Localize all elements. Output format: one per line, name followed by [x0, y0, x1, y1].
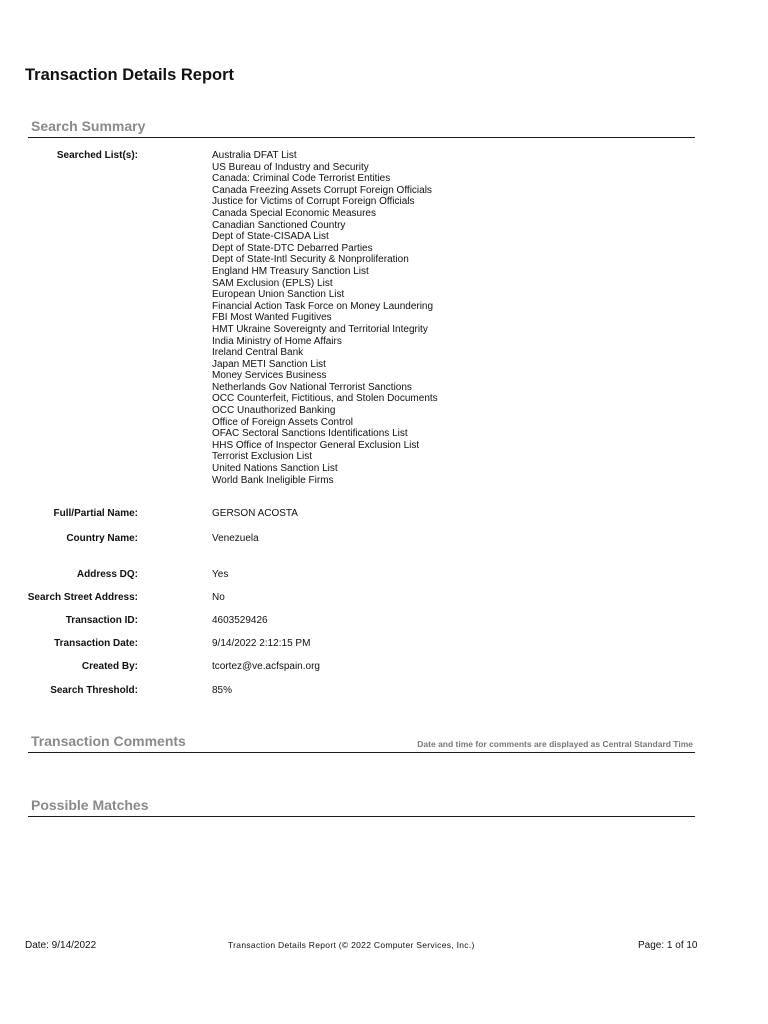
searched-list-item: OCC Unauthorized Banking — [212, 405, 336, 417]
field-transaction-date — [0, 638, 700, 652]
searched-list-item: Japan METI Sanction List — [212, 358, 326, 370]
country-name-label: Country Name: — [66, 533, 138, 544]
transaction-comments-title: Transaction Comments — [31, 733, 186, 749]
searched-list-item: OCC Counterfeit, Fictitious, and Stolen Documents — [212, 393, 438, 405]
searched-list-item: Dept of State-DTC Debarred Parties — [212, 242, 373, 254]
transaction-id-value: 4603529426 — [212, 615, 268, 626]
search-threshold-value: 85% — [212, 685, 233, 696]
searched-list-item: SAM Exclusion (EPLS) List — [212, 277, 333, 289]
searched-list-item: Terrorist Exclusion List — [212, 451, 313, 463]
searched-list-item: US Bureau of Industry and Security — [212, 161, 369, 173]
searched-list-item: Netherlands Gov National Terrorist Sanctions — [212, 381, 412, 393]
searched-list-item: Dept of State-CISADA List — [212, 231, 329, 243]
created-by-value: tcortez@ve.acfspain.org — [212, 661, 320, 672]
searched-list-item: England HM Treasury Sanction List — [212, 265, 369, 277]
transaction-comments-note: Date and time for comments are displayed as Central Standard Time — [417, 739, 693, 749]
footer-page-number: Page: 1 of 10 — [638, 940, 698, 951]
search-threshold-label: Search Threshold: — [50, 685, 138, 696]
field-created-by — [0, 661, 700, 675]
created-by-label: Created By: — [81, 661, 138, 672]
possible-matches-header — [28, 790, 695, 817]
address-dq-value: Yes — [212, 569, 229, 580]
searched-list-item: India Ministry of Home Affairs — [212, 335, 342, 347]
search-street-address-value: No — [212, 592, 225, 603]
searched-list-item: Canadian Sanctioned Country — [212, 219, 346, 231]
searched-list-item: Dept of State-Intl Security & Nonproliferation — [212, 254, 409, 266]
searched-list-item: Australia DFAT List — [212, 150, 297, 161]
full-name-value: GERSON ACOSTA — [212, 508, 298, 519]
field-search-street-address — [0, 592, 700, 606]
searched-list-item: HMT Ukraine Sovereignty and Territorial Integrity — [212, 323, 428, 335]
searched-list-item: FBI Most Wanted Fugitives — [212, 312, 332, 324]
searched-list-item: OFAC Sectoral Sanctions Identifications List — [212, 428, 408, 440]
searched-list-item: Ireland Central Bank — [212, 347, 304, 359]
searched-list-item: Money Services Business — [212, 370, 327, 382]
search-summary-title: Search Summary — [31, 118, 146, 134]
transaction-comments-header — [28, 726, 695, 753]
full-name-label: Full/Partial Name: — [53, 508, 138, 519]
searched-list-item: World Bank Ineligible Firms — [212, 474, 334, 486]
country-name-value: Venezuela — [212, 533, 259, 544]
searched-lists-label: Searched List(s): — [56, 150, 138, 161]
searched-list-item: Office of Foreign Assets Control — [212, 416, 353, 428]
field-country-name — [0, 533, 700, 547]
searched-lists-values — [212, 150, 438, 486]
search-summary-header — [28, 111, 695, 138]
field-search-threshold — [0, 685, 700, 699]
transaction-date-label: Transaction Date: — [54, 638, 138, 649]
footer-report-title: Transaction Details Report (© 2022 Computer Services, Inc.) — [228, 940, 475, 950]
footer-date: Date: 9/14/2022 — [25, 940, 97, 951]
searched-list-item: Canada Freezing Assets Corrupt Foreign Officials — [212, 184, 432, 196]
searched-list-item: United Nations Sanction List — [212, 463, 338, 475]
address-dq-label: Address DQ: — [76, 569, 138, 580]
field-address-dq — [0, 569, 700, 583]
field-transaction-id — [0, 615, 700, 629]
searched-list-item: Canada: Criminal Code Terrorist Entities — [212, 173, 391, 185]
searched-list-item: HHS Office of Inspector General Exclusion List — [212, 439, 420, 451]
searched-list-item: Justice for Victims of Corrupt Foreign Officials — [212, 196, 415, 208]
field-full-name — [0, 508, 700, 522]
transaction-id-label: Transaction ID: — [65, 615, 138, 626]
searched-list-item: Financial Action Task Force on Money Laundering — [212, 300, 434, 312]
search-street-address-label: Search Street Address: — [27, 592, 138, 603]
transaction-date-value: 9/14/2022 2:12:15 PM — [212, 638, 311, 649]
searched-list-item: Canada Special Economic Measures — [212, 207, 376, 219]
possible-matches-title: Possible Matches — [31, 797, 149, 813]
page-title: Transaction Details Report — [25, 66, 235, 84]
searched-list-item: European Union Sanction List — [212, 289, 345, 301]
